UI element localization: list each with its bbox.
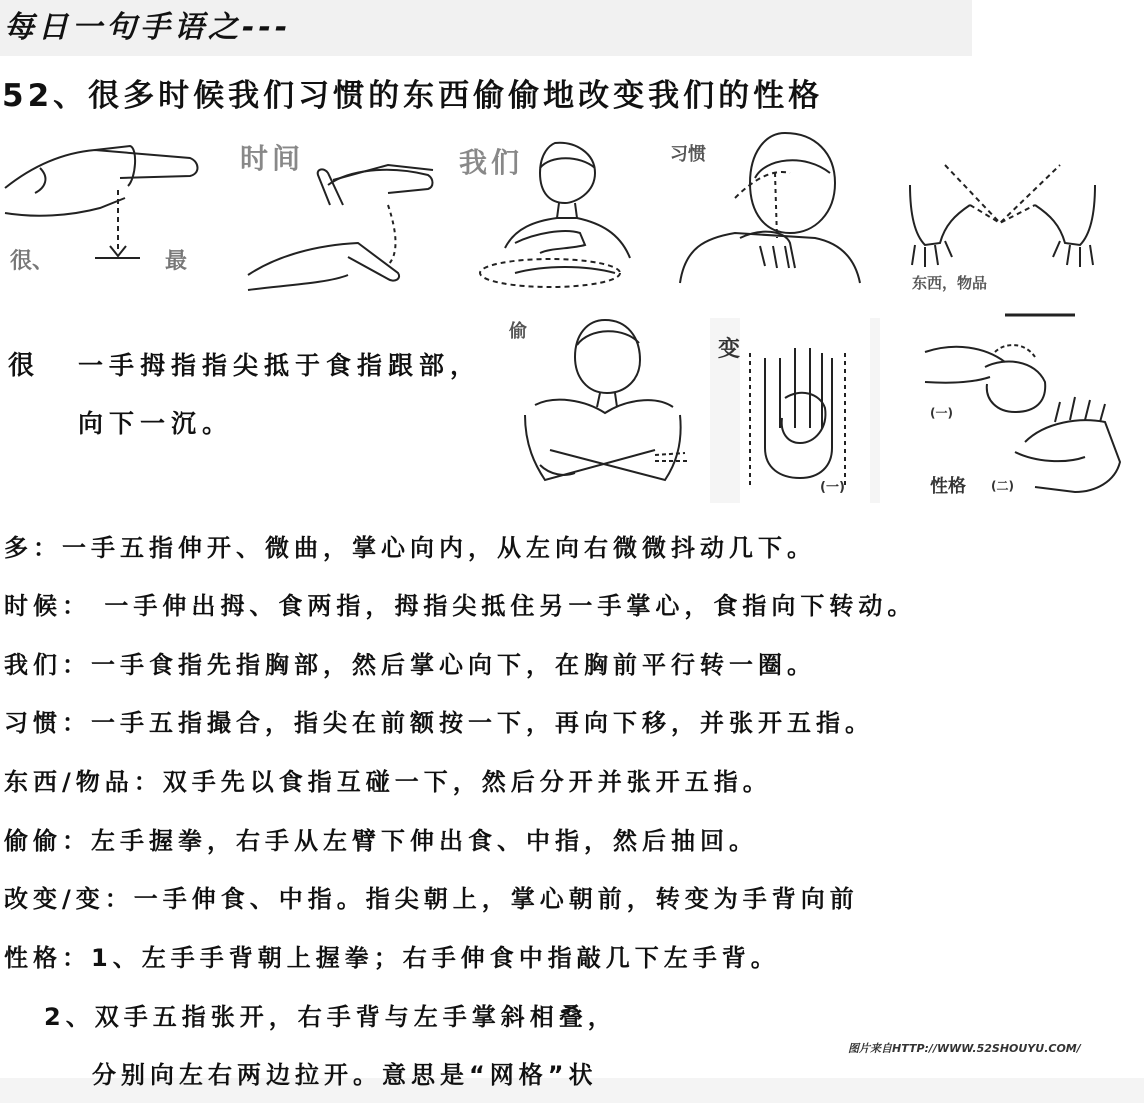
hen-term: 很	[8, 351, 38, 381]
label-zui: 最	[165, 249, 188, 274]
desc-xiguan: 习惯：一手五指撮合，指尖在前额按一下，再向下移，并张开五指。	[4, 709, 874, 737]
label-shijian: 时间	[240, 142, 305, 175]
figure-bian	[710, 318, 880, 503]
label-hen: 很、	[10, 249, 55, 274]
figure-tou	[505, 315, 700, 495]
label-women: 我们	[459, 146, 524, 179]
label-xingge-step1: (一)	[930, 406, 953, 420]
label-dongxi: 东西，物品	[912, 274, 988, 292]
label-xingge-step2: (二)	[991, 479, 1014, 493]
image-credit: 图片来自HTTP://WWW.52SHOUYU.COM/	[848, 1042, 1081, 1055]
label-bian: 变	[718, 337, 741, 362]
figure-shijian	[238, 135, 443, 295]
desc-xingge-1: 性格：1、左手手背朝上握拳；右手伸食中指敲几下左手背。	[4, 944, 780, 972]
lesson-title: 52、很多时候我们习惯的东西偷偷地改变我们的性格	[2, 78, 824, 114]
figure-women	[455, 133, 655, 298]
desc-gaibian: 改变/变：一手伸食、中指。指尖朝上，掌心朝前，转变为手背向前	[4, 885, 859, 913]
desc-duo: 多：一手五指伸开、微曲，掌心向内，从左向右微微抖动几下。	[4, 534, 816, 562]
desc-shihou: 时候： 一手伸出拇、食两指，拇指尖抵住另一手掌心，食指向下转动。	[4, 592, 917, 620]
hen-description-line2: 向下一沉。	[78, 409, 234, 438]
figure-xingge	[905, 312, 1130, 502]
figure-dongxi	[900, 145, 1110, 295]
label-bian-step: (一)	[820, 480, 845, 495]
label-xingge: 性格	[930, 476, 966, 497]
label-tou: 偷	[509, 321, 527, 342]
figure-hen-zui	[0, 128, 230, 278]
desc-xingge-3: 分别向左右两边拉开。意思是“网格”状	[92, 1061, 598, 1089]
page-header-title: 每日一句手语之---	[4, 10, 292, 45]
hen-description-line1: 一手拇指指尖抵于食指跟部，	[78, 351, 482, 380]
desc-women: 我们：一手食指先指胸部，然后掌心向下，在胸前平行转一圈。	[4, 651, 816, 679]
desc-dongxi: 东西/物品：双手先以食指互碰一下，然后分开并张开五指。	[4, 768, 772, 796]
person-illustration-tou	[505, 315, 700, 495]
figure-xiguan	[665, 128, 880, 288]
desc-xingge-2: 2、双手五指张开，右手背与左手掌斜相叠，	[44, 1003, 617, 1031]
desc-toutou: 偷偷：左手握拳，右手从左臂下伸出食、中指，然后抽回。	[4, 827, 758, 855]
label-xiguan: 习惯	[670, 144, 706, 165]
